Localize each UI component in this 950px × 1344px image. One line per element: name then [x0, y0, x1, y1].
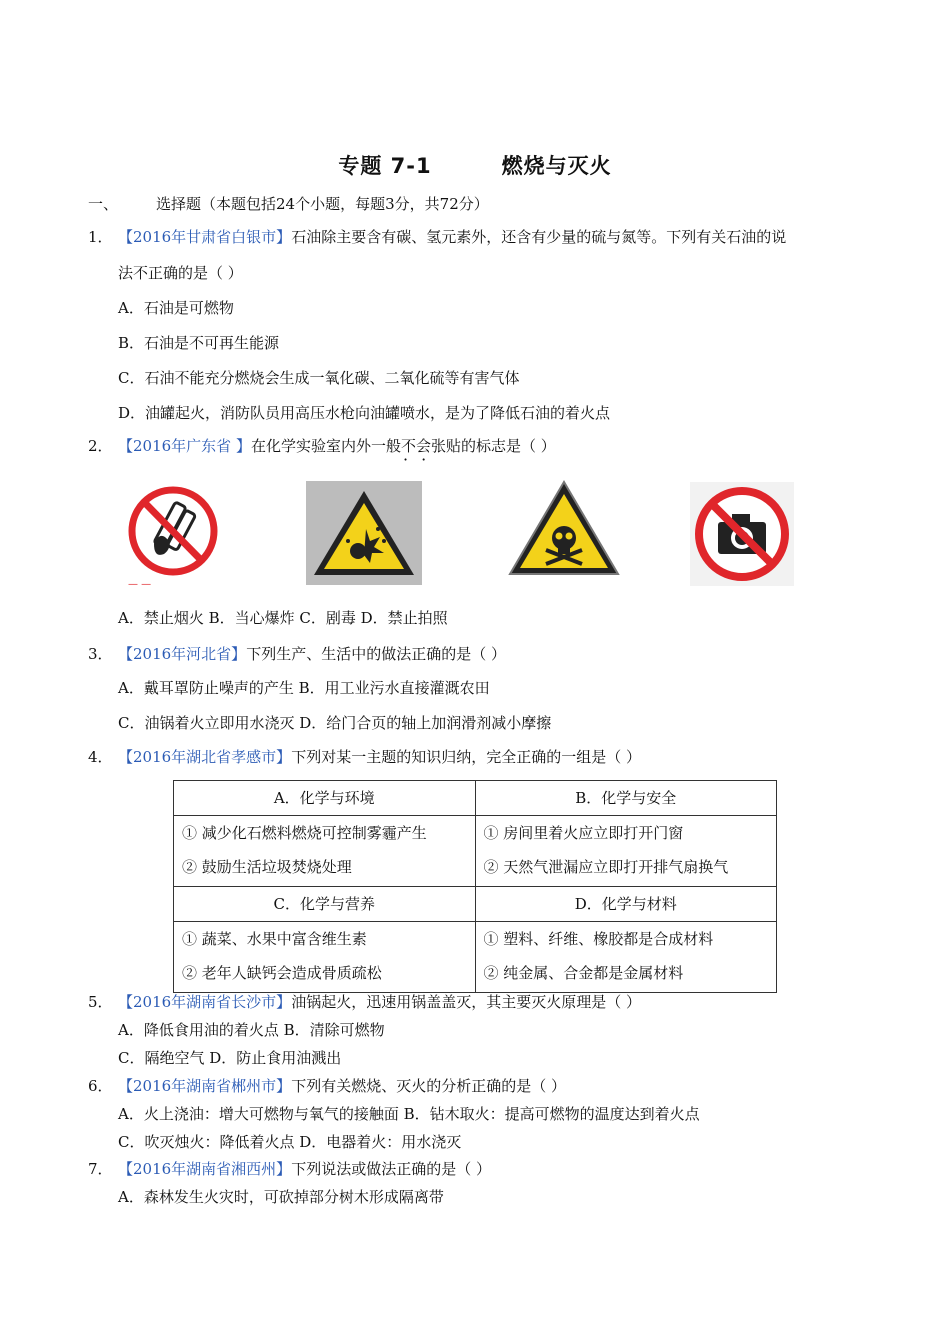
table-item: ② 纯金属、合金都是金属材料: [483, 964, 684, 982]
svg-text:— —: — —: [128, 579, 152, 588]
q7-option-a: A．森林发生火灾时，可砍掉部分树木形成隔离带: [118, 1188, 444, 1206]
no-photo-sign: [690, 482, 794, 586]
q3-options-ab: A．戴耳罩防止噪声的产生 B．用工业污水直接灌溉农田: [118, 679, 490, 697]
question-number: 4．: [88, 748, 113, 766]
toxic-warning-sign: [506, 478, 622, 582]
table-cell-a: [174, 816, 476, 887]
question-source: 【2016年湖南省湘西州】: [118, 1160, 292, 1178]
q5-options-ab: A．降低食用油的着火点 B．清除可燃物: [118, 1021, 385, 1039]
q1-option-a: A．石油是可燃物: [118, 299, 234, 317]
table-cell-b: [475, 816, 777, 887]
question-number: 1．: [88, 228, 113, 246]
emphasis-text: 不会 · ·: [401, 437, 431, 455]
table-item: ① 减少化石燃料燃烧可控制雾霾产生: [182, 824, 427, 842]
table-header-b: B．化学与安全: [475, 781, 777, 816]
section-text: 选择题（本题包括24个小题，每题3分，共72分）: [156, 195, 489, 213]
table-item: ② 天然气泄漏应立即打开排气扇换气: [483, 858, 729, 876]
title-subject: 燃烧与灭火: [501, 154, 612, 178]
q2-options: A．禁止烟火 B．当心爆炸 C．剧毒 D．禁止拍照: [118, 609, 448, 627]
table-item: ② 鼓励生活垃圾焚烧处理: [182, 858, 352, 876]
q3-options-cd: C．油锅着火立即用水浇灭 D．给门合页的轴上加润滑剂减小摩擦: [118, 714, 552, 732]
question-number: 6．: [88, 1077, 113, 1095]
explosion-warning-sign: [306, 481, 422, 585]
question-source: 【2016年湖北省孝感市】: [118, 748, 292, 766]
q1-option-d: D．油罐起火，消防队员用高压水枪向油罐喷水，是为了降低石油的着火点: [118, 404, 611, 422]
question-5-stem: [88, 991, 641, 1013]
question-text: 下列生产、生活中的做法正确的是（ ）: [246, 645, 506, 663]
question-1-stem-cont: 法不正确的是（ ）: [118, 264, 243, 282]
question-text: 下列有关燃烧、灭火的分析正确的是（ ）: [291, 1077, 566, 1095]
question-text: 下列对某一主题的知识归纳，完全正确的一组是（ ）: [291, 748, 641, 766]
question-3-stem: [88, 643, 506, 665]
no-fire-sign: [126, 484, 224, 588]
question-text: 在化学实验室内外一般: [250, 437, 401, 455]
table-header-c: C．化学与营养: [174, 887, 476, 922]
question-number: 2．: [88, 437, 113, 455]
q6-options-ab: A．火上浇油：增大可燃物与氧气的接触面 B．钻木取火：提高可燃物的温度达到着火点: [118, 1105, 700, 1123]
q6-options-cd: C．吹灭烛火：降低着火点 D．电器着火：用水浇灭: [118, 1133, 462, 1151]
question-source: 【2016年河北省】: [118, 645, 247, 663]
q5-options-cd: C．隔绝空气 D．防止食用油溅出: [118, 1049, 342, 1067]
question-number: 3．: [88, 645, 113, 663]
knowledge-table: [173, 780, 777, 993]
question-text: 下列说法或做法正确的是（ ）: [291, 1160, 491, 1178]
table-item: ① 蔬菜、水果中富含维生素: [182, 930, 367, 948]
table-item: ① 房间里着火应立即打开门窗: [483, 824, 684, 842]
table-header-d: D．化学与材料: [475, 887, 777, 922]
question-number: 7．: [88, 1160, 113, 1178]
question-2-stem: [88, 435, 556, 457]
table-item: ② 老年人缺钙会造成骨质疏松: [182, 964, 382, 982]
page-title: [0, 150, 950, 180]
question-text: 张贴的标志是（ ）: [430, 437, 556, 455]
section-number: 一、: [88, 195, 119, 213]
q1-option-b: B．石油是不可再生能源: [118, 334, 280, 352]
question-1-stem: [88, 226, 786, 248]
question-source: 【2016年甘肃省白银市】: [118, 228, 292, 246]
question-source: 【2016年湖南省郴州市】: [118, 1077, 292, 1095]
table-cell-d: [475, 922, 777, 993]
q1-option-c: C．石油不能充分燃烧会生成一氧化碳、二氧化硫等有害气体: [118, 369, 520, 387]
table-item: ① 塑料、纤维、橡胶都是合成材料: [483, 930, 714, 948]
table-header-a: A．化学与环境: [174, 781, 476, 816]
question-source: 【2016年广东省 】: [118, 437, 251, 455]
question-7-stem: [88, 1158, 491, 1180]
table-cell-c: [174, 922, 476, 993]
question-number: 5．: [88, 993, 113, 1011]
question-4-stem: [88, 746, 641, 768]
title-topic: 专题 7-1: [338, 154, 432, 178]
section-heading: [88, 193, 489, 215]
hazard-signs-row: [0, 478, 950, 588]
question-text: 油锅起火，迅速用锅盖盖灭，其主要灭火原理是（ ）: [291, 993, 641, 1011]
question-text: 石油除主要含有碳、氢元素外，还含有少量的硫与氮等。下列有关石油的说: [291, 228, 787, 246]
question-6-stem: [88, 1075, 566, 1097]
question-source: 【2016年湖南省长沙市】: [118, 993, 292, 1011]
